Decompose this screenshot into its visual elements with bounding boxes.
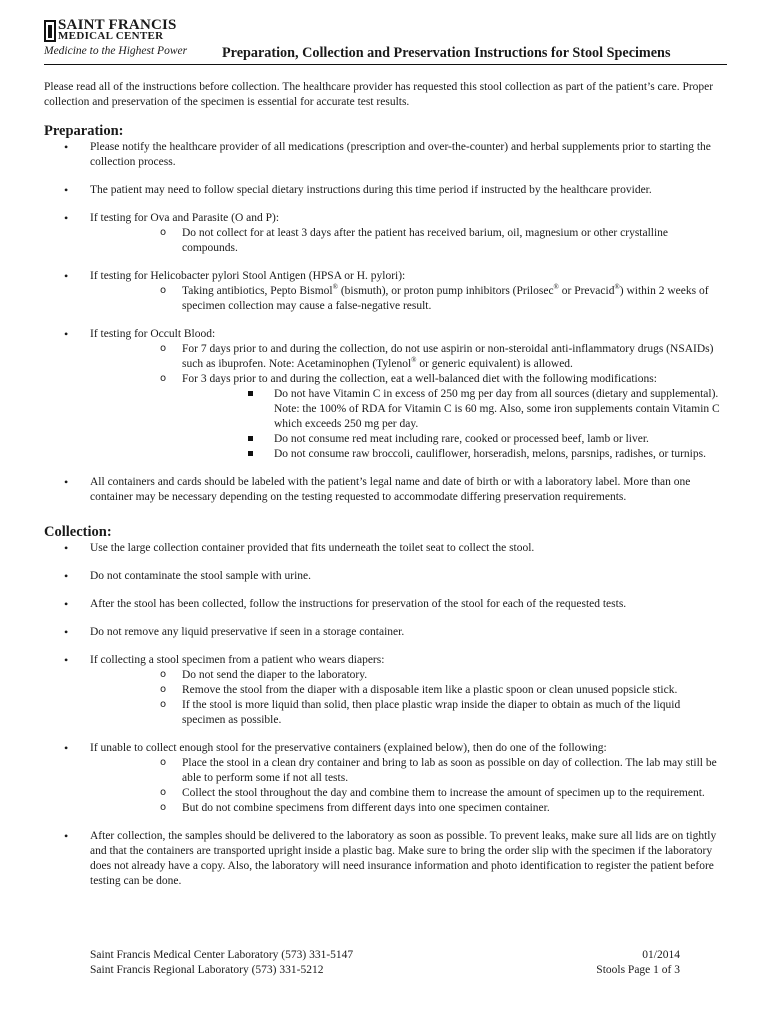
sub-list-item: o Taking antibiotics, Pepto Bismol® (bismuth), or proton pump inhibitors (Prilosec® or Prevacid®) within 2 weeks of specimen collection may cause a false-negative result. bbox=[136, 284, 724, 314]
list-item: • If unable to collect enough stool for the preservative containers (explained below), then do one of the following: o Place the stool in a clean dry container and bring to lab as soon as possible on day of collection. The lab may still be able to perform some if not all tests. o Collect the stool throughout the day and combine them to increase the amount of specimen up to the requirement. o But do not combine specimens from different days into one specimen container. bbox=[44, 741, 724, 816]
sub-list-item: o If the stool is more liquid than solid, then place plastic wrap inside the diaper to obtain as much of the liquid specimen as possible. bbox=[136, 698, 724, 728]
footer-lab-regional: Saint Francis Regional Laboratory (573) 331-5212 bbox=[90, 964, 324, 976]
collection-heading: Collection: bbox=[44, 524, 112, 540]
sub-list-item: o Do not send the diaper to the laboratory. bbox=[136, 668, 724, 683]
logo-tagline: Medicine to the Highest Power bbox=[44, 45, 188, 57]
saint-francis-logo bbox=[44, 17, 244, 57]
header-divider bbox=[44, 64, 727, 65]
logo-name-line1: SAINT FRANCIS bbox=[58, 17, 177, 33]
sub-list-item: o Collect the stool throughout the day and combine them to increase the amount of specimen up to the requirement. bbox=[136, 786, 724, 801]
preparation-list bbox=[44, 140, 724, 505]
list-item: • After collection, the samples should be delivered to the laboratory as soon as possible. To prevent leaks, make sure all lids are on tightly and that the containers are transported upright inside a plastic bag. Make sure to bring the order slip with the specimen if the laboratory does not already have a copy. Also, the laboratory will need insurance information and photo identification to register the patient before testing can be done. bbox=[44, 829, 724, 889]
list-item: • Please notify the healthcare provider of all medications (prescription and over-the-counter) and herbal supplements prior to starting the collection process. bbox=[44, 140, 724, 170]
list-item: • Use the large collection container provided that fits underneath the toilet seat to collect the stool. bbox=[44, 541, 724, 556]
list-item: • Do not remove any liquid preservative if seen in a storage container. bbox=[44, 625, 724, 640]
document-body bbox=[44, 80, 724, 902]
list-item: • If testing for Occult Blood: o For 7 days prior to and during the collection, do not use aspirin or non-steroidal anti-inflammatory drugs (NSAIDs) such as ibuprofen. Note: Acetaminophen (Tylenol® or generic equivalent) is allowed. o For 3 days prior to and during the collection, eat a well-balanced diet with the following modifications: Do not have Vitamin C in excess of 250 mg per day from all sources (dietary and supplemental). Note: the 100% of RDA for Vitamin C is 60 mg. Also, some iron supplements contain Vitamin C which exceeds 250 mg per day. Do not consume red meat including rare, cooked or processed beef, lamb or liver. Do not consume raw broccoli, cauliflower, horseradish, melons, parsnips, radishes, or turnips. bbox=[44, 327, 724, 462]
sub-list-item: o Place the stool in a clean dry container and bring to lab as soon as possible on day of collection. The lab may still be able to perform some if not all tests. bbox=[136, 756, 724, 786]
list-item: • All containers and cards should be labeled with the patient’s legal name and date of birth or with a laboratory label. More than one container may be necessary depending on the testing requested to accommodate differing preservation requirements. bbox=[44, 475, 724, 505]
sub-list-item: o For 3 days prior to and during the collection, eat a well-balanced diet with the following modifications: Do not have Vitamin C in excess of 250 mg per day from all sources (dietary and supplemental). Note: the 100% of RDA for Vitamin C is 60 mg. Also, some iron supplements contain Vitamin C which exceeds 250 mg per day. Do not consume red meat including rare, cooked or processed beef, lamb or liver. Do not consume raw broccoli, cauliflower, horseradish, melons, parsnips, radishes, or turnips. bbox=[136, 372, 724, 462]
footer-page-number: Stools Page 1 of 3 bbox=[596, 964, 680, 976]
sub-list-item: o Remove the stool from the diaper with a disposable item like a plastic spoon or clean unused popsicle stick. bbox=[136, 683, 724, 698]
preparation-heading: Preparation: bbox=[44, 123, 124, 139]
sub-list-item: o For 7 days prior to and during the collection, do not use aspirin or non-steroidal anti-inflammatory drugs (NSAIDs) such as ibuprofen. Note: Acetaminophen (Tylenol® or generic equivalent) is allowed. bbox=[136, 342, 724, 372]
list-item: • If collecting a stool specimen from a patient who wears diapers: o Do not send the diaper to the laboratory. o Remove the stool from the diaper with a disposable item like a plastic spoon or clean unused popsicle stick. o If the stool is more liquid than solid, then place plastic wrap inside the diaper to obtain as much of the liquid specimen as possible. bbox=[44, 653, 724, 728]
document-title: Preparation, Collection and Preservation Instructions for Stool Specimens bbox=[222, 45, 671, 61]
intro-paragraph: Please read all of the instructions before collection. The healthcare provider has requested this stool collection as part of the patient’s care. Proper collection and preservation of the specimen is essential for accurate test results. bbox=[44, 81, 714, 108]
list-item: • If testing for Helicobacter pylori Stool Antigen (HPSA or H. pylori): o Taking antibiotics, Pepto Bismol® (bismuth), or proton pump inhibitors (Prilosec® or Prevacid®) within 2 weeks of specimen collection may cause a false-negative result. bbox=[44, 269, 724, 314]
footer-date: 01/2014 bbox=[642, 949, 680, 961]
logo-mark-icon bbox=[44, 20, 56, 42]
list-item: • After the stool has been collected, follow the instructions for preservation of the stool for each of the requested tests. bbox=[44, 597, 724, 612]
sub-list-item: o But do not combine specimens from different days into one specimen container. bbox=[136, 801, 724, 816]
page-footer bbox=[90, 948, 680, 978]
sub-sub-list-item: Do not consume red meat including rare, cooked or processed beef, lamb or liver. bbox=[228, 432, 724, 447]
sub-list-item: o Do not collect for at least 3 days after the patient has received barium, oil, magnesium or other crystalline compounds. bbox=[136, 226, 724, 256]
collection-list bbox=[44, 541, 724, 889]
list-item: • Do not contaminate the stool sample with urine. bbox=[44, 569, 724, 584]
list-item: • The patient may need to follow special dietary instructions during this time period if instructed by the healthcare provider. bbox=[44, 183, 724, 198]
footer-lab-primary: Saint Francis Medical Center Laboratory (573) 331-5147 bbox=[90, 949, 354, 961]
sub-sub-list-item: Do not have Vitamin C in excess of 250 mg per day from all sources (dietary and supplemental). Note: the 100% of RDA for Vitamin C is 60 mg. Also, some iron supplements contain Vitamin C which exceeds 250 mg per day. bbox=[228, 387, 724, 432]
logo-name-line2: MEDICAL CENTER bbox=[58, 30, 164, 42]
sub-sub-list-item: Do not consume raw broccoli, cauliflower, horseradish, melons, parsnips, radishes, or turnips. bbox=[228, 447, 724, 462]
list-item: • If testing for Ova and Parasite (O and P): o Do not collect for at least 3 days after the patient has received barium, oil, magnesium or other crystalline compounds. bbox=[44, 211, 724, 256]
